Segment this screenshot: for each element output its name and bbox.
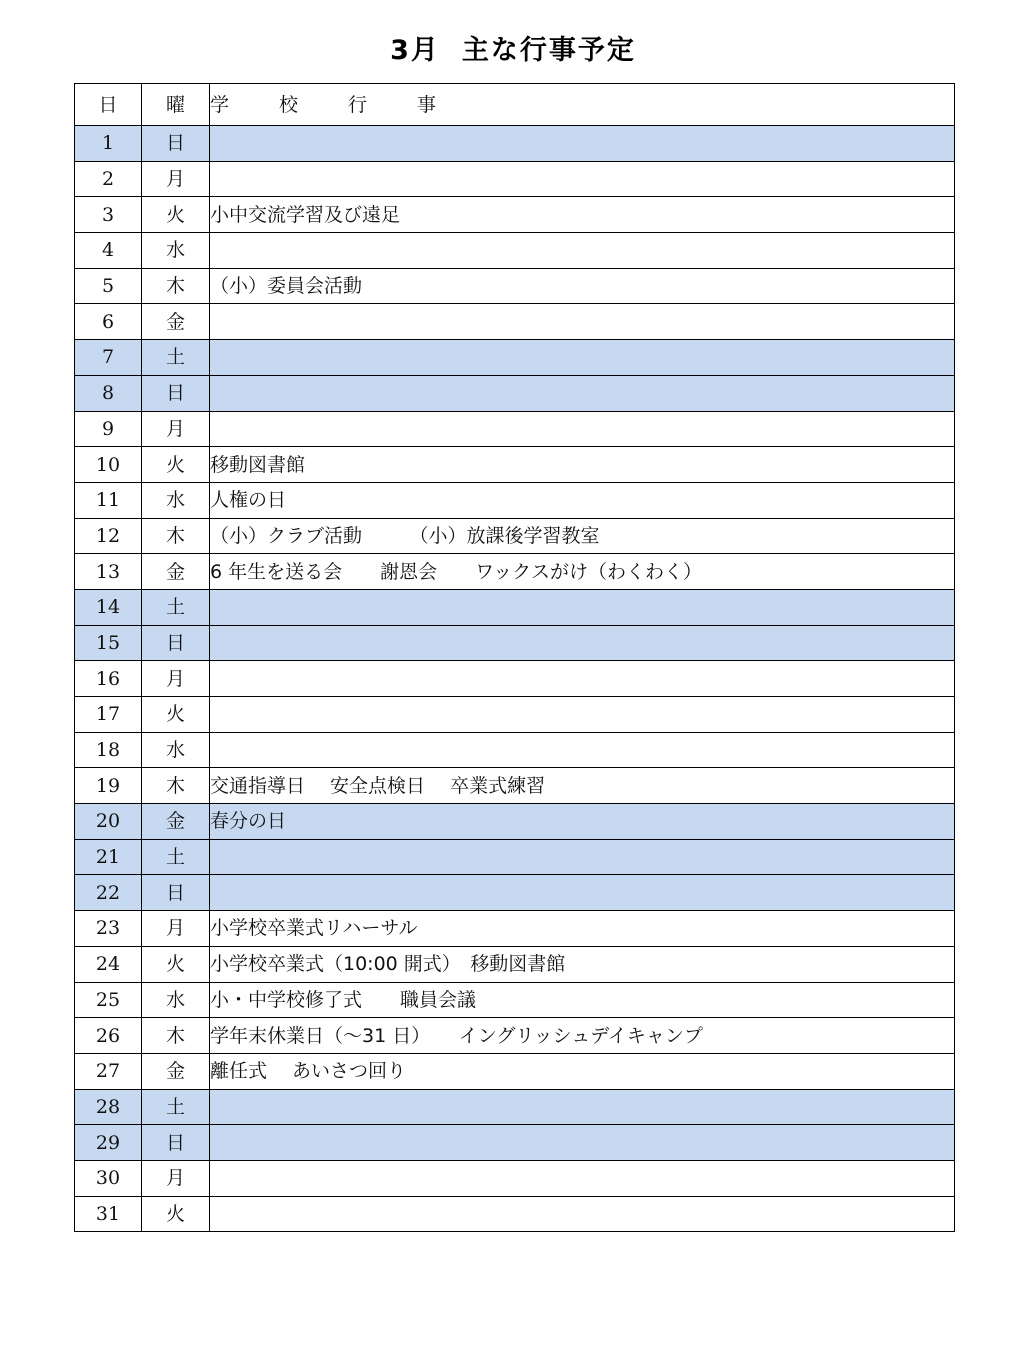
weekday-cell: 土 xyxy=(142,589,210,625)
day-cell: 14 xyxy=(75,589,142,625)
events-cell: 離任式 あいさつ回り xyxy=(210,1053,955,1089)
day-cell: 30 xyxy=(75,1160,142,1196)
weekday-cell: 木 xyxy=(142,268,210,304)
weekday-cell: 木 xyxy=(142,518,210,554)
table-row xyxy=(75,732,955,768)
weekday-cell: 日 xyxy=(142,1125,210,1161)
table-row xyxy=(75,911,955,947)
events-cell: 春分の日 xyxy=(210,804,955,840)
weekday-cell: 日 xyxy=(142,375,210,411)
day-cell: 4 xyxy=(75,233,142,269)
events-cell: 人権の日 xyxy=(210,482,955,518)
events-cell xyxy=(210,375,955,411)
header-events-char: 学 xyxy=(210,93,230,116)
table-row xyxy=(75,982,955,1018)
day-cell: 6 xyxy=(75,304,142,340)
weekday-cell: 火 xyxy=(142,697,210,733)
weekday-cell: 月 xyxy=(142,661,210,697)
table-row xyxy=(75,411,955,447)
weekday-cell: 金 xyxy=(142,804,210,840)
events-cell xyxy=(210,875,955,911)
weekday-cell: 水 xyxy=(142,482,210,518)
weekday-cell: 土 xyxy=(142,340,210,376)
day-cell: 17 xyxy=(75,697,142,733)
day-cell: 26 xyxy=(75,1018,142,1054)
events-cell xyxy=(210,233,955,269)
weekday-cell: 火 xyxy=(142,946,210,982)
events-cell: 移動図書館 xyxy=(210,447,955,483)
day-cell: 19 xyxy=(75,768,142,804)
events-cell: 小中交流学習及び遠足 xyxy=(210,197,955,233)
weekday-cell: 日 xyxy=(142,126,210,162)
events-cell: （小）委員会活動 xyxy=(210,268,955,304)
weekday-cell: 金 xyxy=(142,304,210,340)
table-row xyxy=(75,1053,955,1089)
weekday-cell: 火 xyxy=(142,447,210,483)
table-row xyxy=(75,268,955,304)
table-row xyxy=(75,518,955,554)
table-row xyxy=(75,1160,955,1196)
day-cell: 21 xyxy=(75,839,142,875)
events-cell xyxy=(210,589,955,625)
events-cell xyxy=(210,625,955,661)
day-cell: 29 xyxy=(75,1125,142,1161)
day-cell: 27 xyxy=(75,1053,142,1089)
header-events-char: 事 xyxy=(417,93,437,116)
day-cell: 9 xyxy=(75,411,142,447)
title-month: 3月 xyxy=(390,35,440,66)
day-cell: 8 xyxy=(75,375,142,411)
events-cell xyxy=(210,411,955,447)
weekday-cell: 水 xyxy=(142,982,210,1018)
events-cell: 小学校卒業式リハーサル xyxy=(210,911,955,947)
day-cell: 11 xyxy=(75,482,142,518)
weekday-cell: 水 xyxy=(142,233,210,269)
header-day: 日 xyxy=(75,84,142,126)
weekday-cell: 月 xyxy=(142,161,210,197)
weekday-cell: 月 xyxy=(142,911,210,947)
events-cell: 小・中学校修了式 職員会議 xyxy=(210,982,955,1018)
day-cell: 5 xyxy=(75,268,142,304)
day-cell: 1 xyxy=(75,126,142,162)
events-cell: （小）クラブ活動 （小）放課後学習教室 xyxy=(210,518,955,554)
day-cell: 10 xyxy=(75,447,142,483)
weekday-cell: 火 xyxy=(142,1196,210,1232)
events-cell xyxy=(210,340,955,376)
events-cell xyxy=(210,1125,955,1161)
day-cell: 12 xyxy=(75,518,142,554)
day-cell: 13 xyxy=(75,554,142,590)
day-cell: 25 xyxy=(75,982,142,1018)
day-cell: 23 xyxy=(75,911,142,947)
day-cell: 24 xyxy=(75,946,142,982)
schedule-table xyxy=(74,83,955,1232)
header-events xyxy=(210,84,955,126)
table-row xyxy=(75,482,955,518)
weekday-cell: 日 xyxy=(142,625,210,661)
table-row xyxy=(75,875,955,911)
events-cell xyxy=(210,661,955,697)
events-cell xyxy=(210,1089,955,1125)
day-cell: 28 xyxy=(75,1089,142,1125)
table-row xyxy=(75,1089,955,1125)
header-events-char: 校 xyxy=(279,93,299,116)
day-cell: 16 xyxy=(75,661,142,697)
day-cell: 2 xyxy=(75,161,142,197)
events-cell xyxy=(210,1196,955,1232)
weekday-cell: 金 xyxy=(142,1053,210,1089)
day-cell: 20 xyxy=(75,804,142,840)
weekday-cell: 木 xyxy=(142,768,210,804)
weekday-cell: 土 xyxy=(142,1089,210,1125)
weekday-cell: 日 xyxy=(142,875,210,911)
events-cell xyxy=(210,697,955,733)
weekday-cell: 月 xyxy=(142,411,210,447)
table-row xyxy=(75,1018,955,1054)
weekday-cell: 土 xyxy=(142,839,210,875)
table-row xyxy=(75,625,955,661)
events-cell xyxy=(210,839,955,875)
table-row xyxy=(75,197,955,233)
table-row xyxy=(75,946,955,982)
header-row xyxy=(75,84,955,126)
day-cell: 22 xyxy=(75,875,142,911)
events-cell xyxy=(210,161,955,197)
weekday-cell: 月 xyxy=(142,1160,210,1196)
header-weekday: 曜 xyxy=(142,84,210,126)
weekday-cell: 木 xyxy=(142,1018,210,1054)
day-cell: 3 xyxy=(75,197,142,233)
table-row xyxy=(75,340,955,376)
table-row xyxy=(75,661,955,697)
table-row xyxy=(75,233,955,269)
events-cell: 交通指導日 安全点検日 卒業式練習 xyxy=(210,768,955,804)
weekday-cell: 水 xyxy=(142,732,210,768)
events-cell: 小学校卒業式（10:00 開式） 移動図書館 xyxy=(210,946,955,982)
day-cell: 18 xyxy=(75,732,142,768)
weekday-cell: 火 xyxy=(142,197,210,233)
events-cell xyxy=(210,304,955,340)
table-row xyxy=(75,768,955,804)
weekday-cell: 金 xyxy=(142,554,210,590)
table-row xyxy=(75,304,955,340)
events-cell: 学年末休業日（～31 日） イングリッシュデイキャンプ xyxy=(210,1018,955,1054)
events-cell xyxy=(210,732,955,768)
table-row xyxy=(75,161,955,197)
table-row xyxy=(75,589,955,625)
events-cell xyxy=(210,126,955,162)
day-cell: 15 xyxy=(75,625,142,661)
table-row xyxy=(75,697,955,733)
table-row xyxy=(75,804,955,840)
table-row xyxy=(75,375,955,411)
events-cell xyxy=(210,1160,955,1196)
table-row xyxy=(75,1125,955,1161)
table-row xyxy=(75,1196,955,1232)
title-text: 主な行事予定 xyxy=(461,35,636,66)
table-row xyxy=(75,126,955,162)
table-row xyxy=(75,447,955,483)
events-cell: 6 年生を送る会 謝恩会 ワックスがけ（わくわく） xyxy=(210,554,955,590)
day-cell: 31 xyxy=(75,1196,142,1232)
table-row xyxy=(75,839,955,875)
day-cell: 7 xyxy=(75,340,142,376)
page-title xyxy=(0,28,1026,67)
header-events-char: 行 xyxy=(348,93,368,116)
table-row xyxy=(75,554,955,590)
